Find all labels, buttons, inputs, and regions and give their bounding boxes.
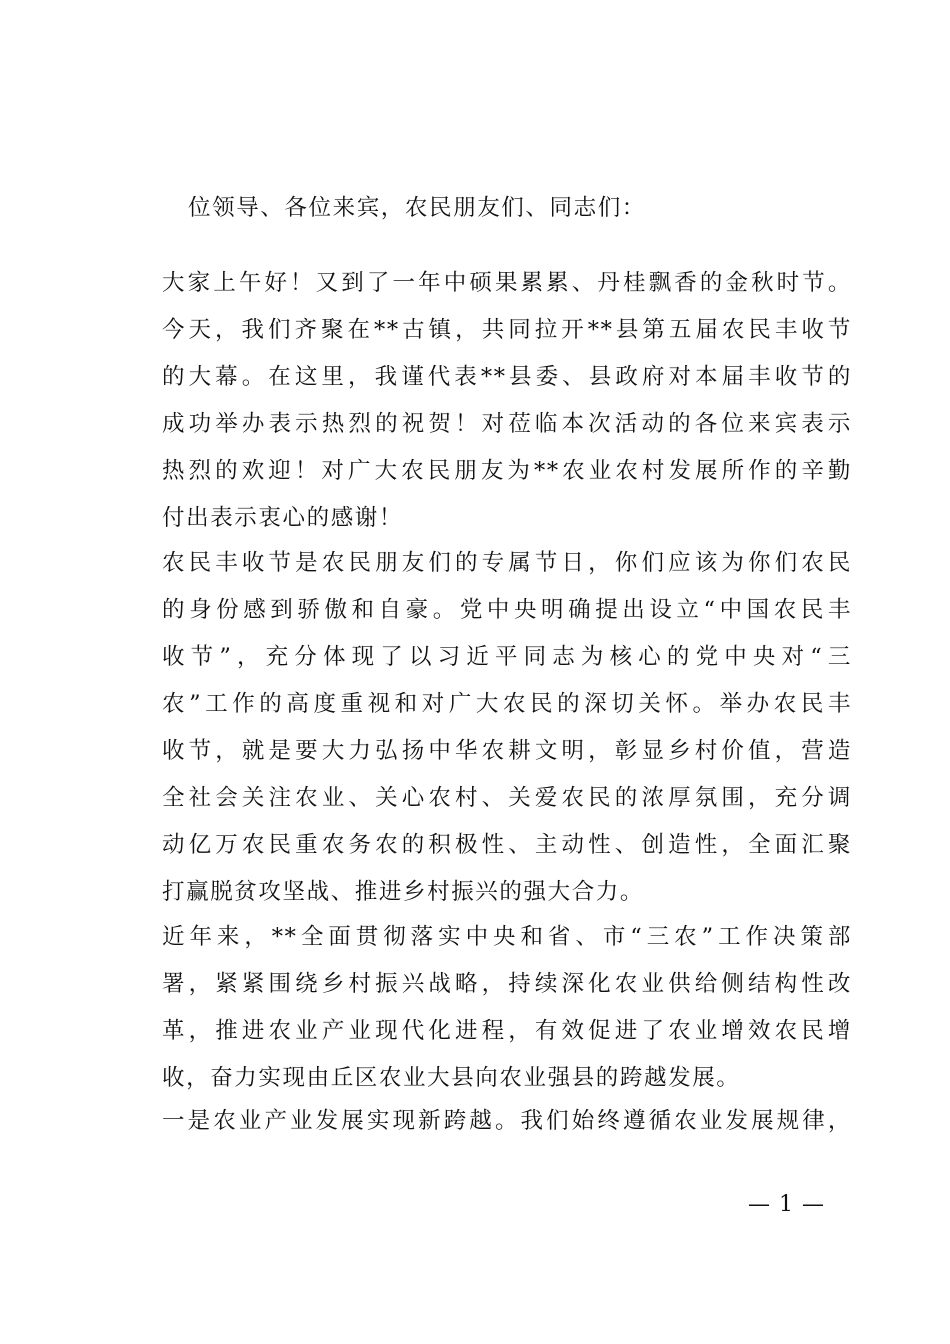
text-line: 收节，就是要大力弘扬中华农耕文明，彰显乡村价值，营造 [162, 738, 852, 764]
text-line: 署，紧紧围绕乡村振兴战略，持续深化农业供给侧结构性改 [162, 971, 852, 997]
text-line: 的身份感到骄傲和自豪。党中央明确提出设立“中国农民丰 [162, 597, 852, 623]
text-line: 收，奋力实现由丘区农业大县向农业强县的跨越发展。 [162, 1065, 741, 1091]
text-line: 成功举办表示热烈的祝贺！对莅临本次活动的各位来宾表示 [162, 411, 852, 437]
text-line: 的大幕。在这里，我谨代表**县委、县政府对本届丰收节的 [162, 364, 852, 390]
text-line: 全社会关注农业、关心农村、关爱农民的浓厚氛围，充分调 [162, 785, 852, 811]
text-line: 农”工作的高度重视和对广大农民的深切关怀。举办农民丰 [162, 691, 852, 717]
text-line: 今天，我们齐聚在**古镇，共同拉开**县第五届农民丰收节 [162, 317, 852, 343]
text-line: 农民丰收节是农民朋友们的专属节日，你们应该为你们农民 [162, 550, 852, 576]
text-line: 动亿万农民重农务农的积极性、主动性、创造性，全面汇聚 [162, 832, 852, 858]
text-line: 收节”，充分体现了以习近平同志为核心的党中央对“三 [162, 644, 852, 670]
text-line: 付出表示衷心的感谢！ [162, 505, 404, 531]
text-line: 革，推进农业产业现代化进程，有效促进了农业增效农民增 [162, 1018, 852, 1044]
salutation-line: 位领导、各位来宾，农民朋友们、同志们： [188, 195, 646, 221]
text-line: 大家上午好！又到了一年中硕果累累、丹桂飘香的金秋时节。 [162, 270, 852, 296]
text-line: 热烈的欢迎！对广大农民朋友为**农业农村发展所作的辛勤 [162, 458, 852, 484]
text-line: 一是农业产业发展实现新跨越。我们始终遵循农业发展规律， [162, 1108, 852, 1134]
page-number: — 1 — [748, 1192, 825, 1217]
text-line: 近年来，**全面贯彻落实中央和省、市“三农”工作决策部 [162, 924, 852, 950]
text-line: 打赢脱贫攻坚战、推进乡村振兴的强大合力。 [162, 879, 645, 905]
